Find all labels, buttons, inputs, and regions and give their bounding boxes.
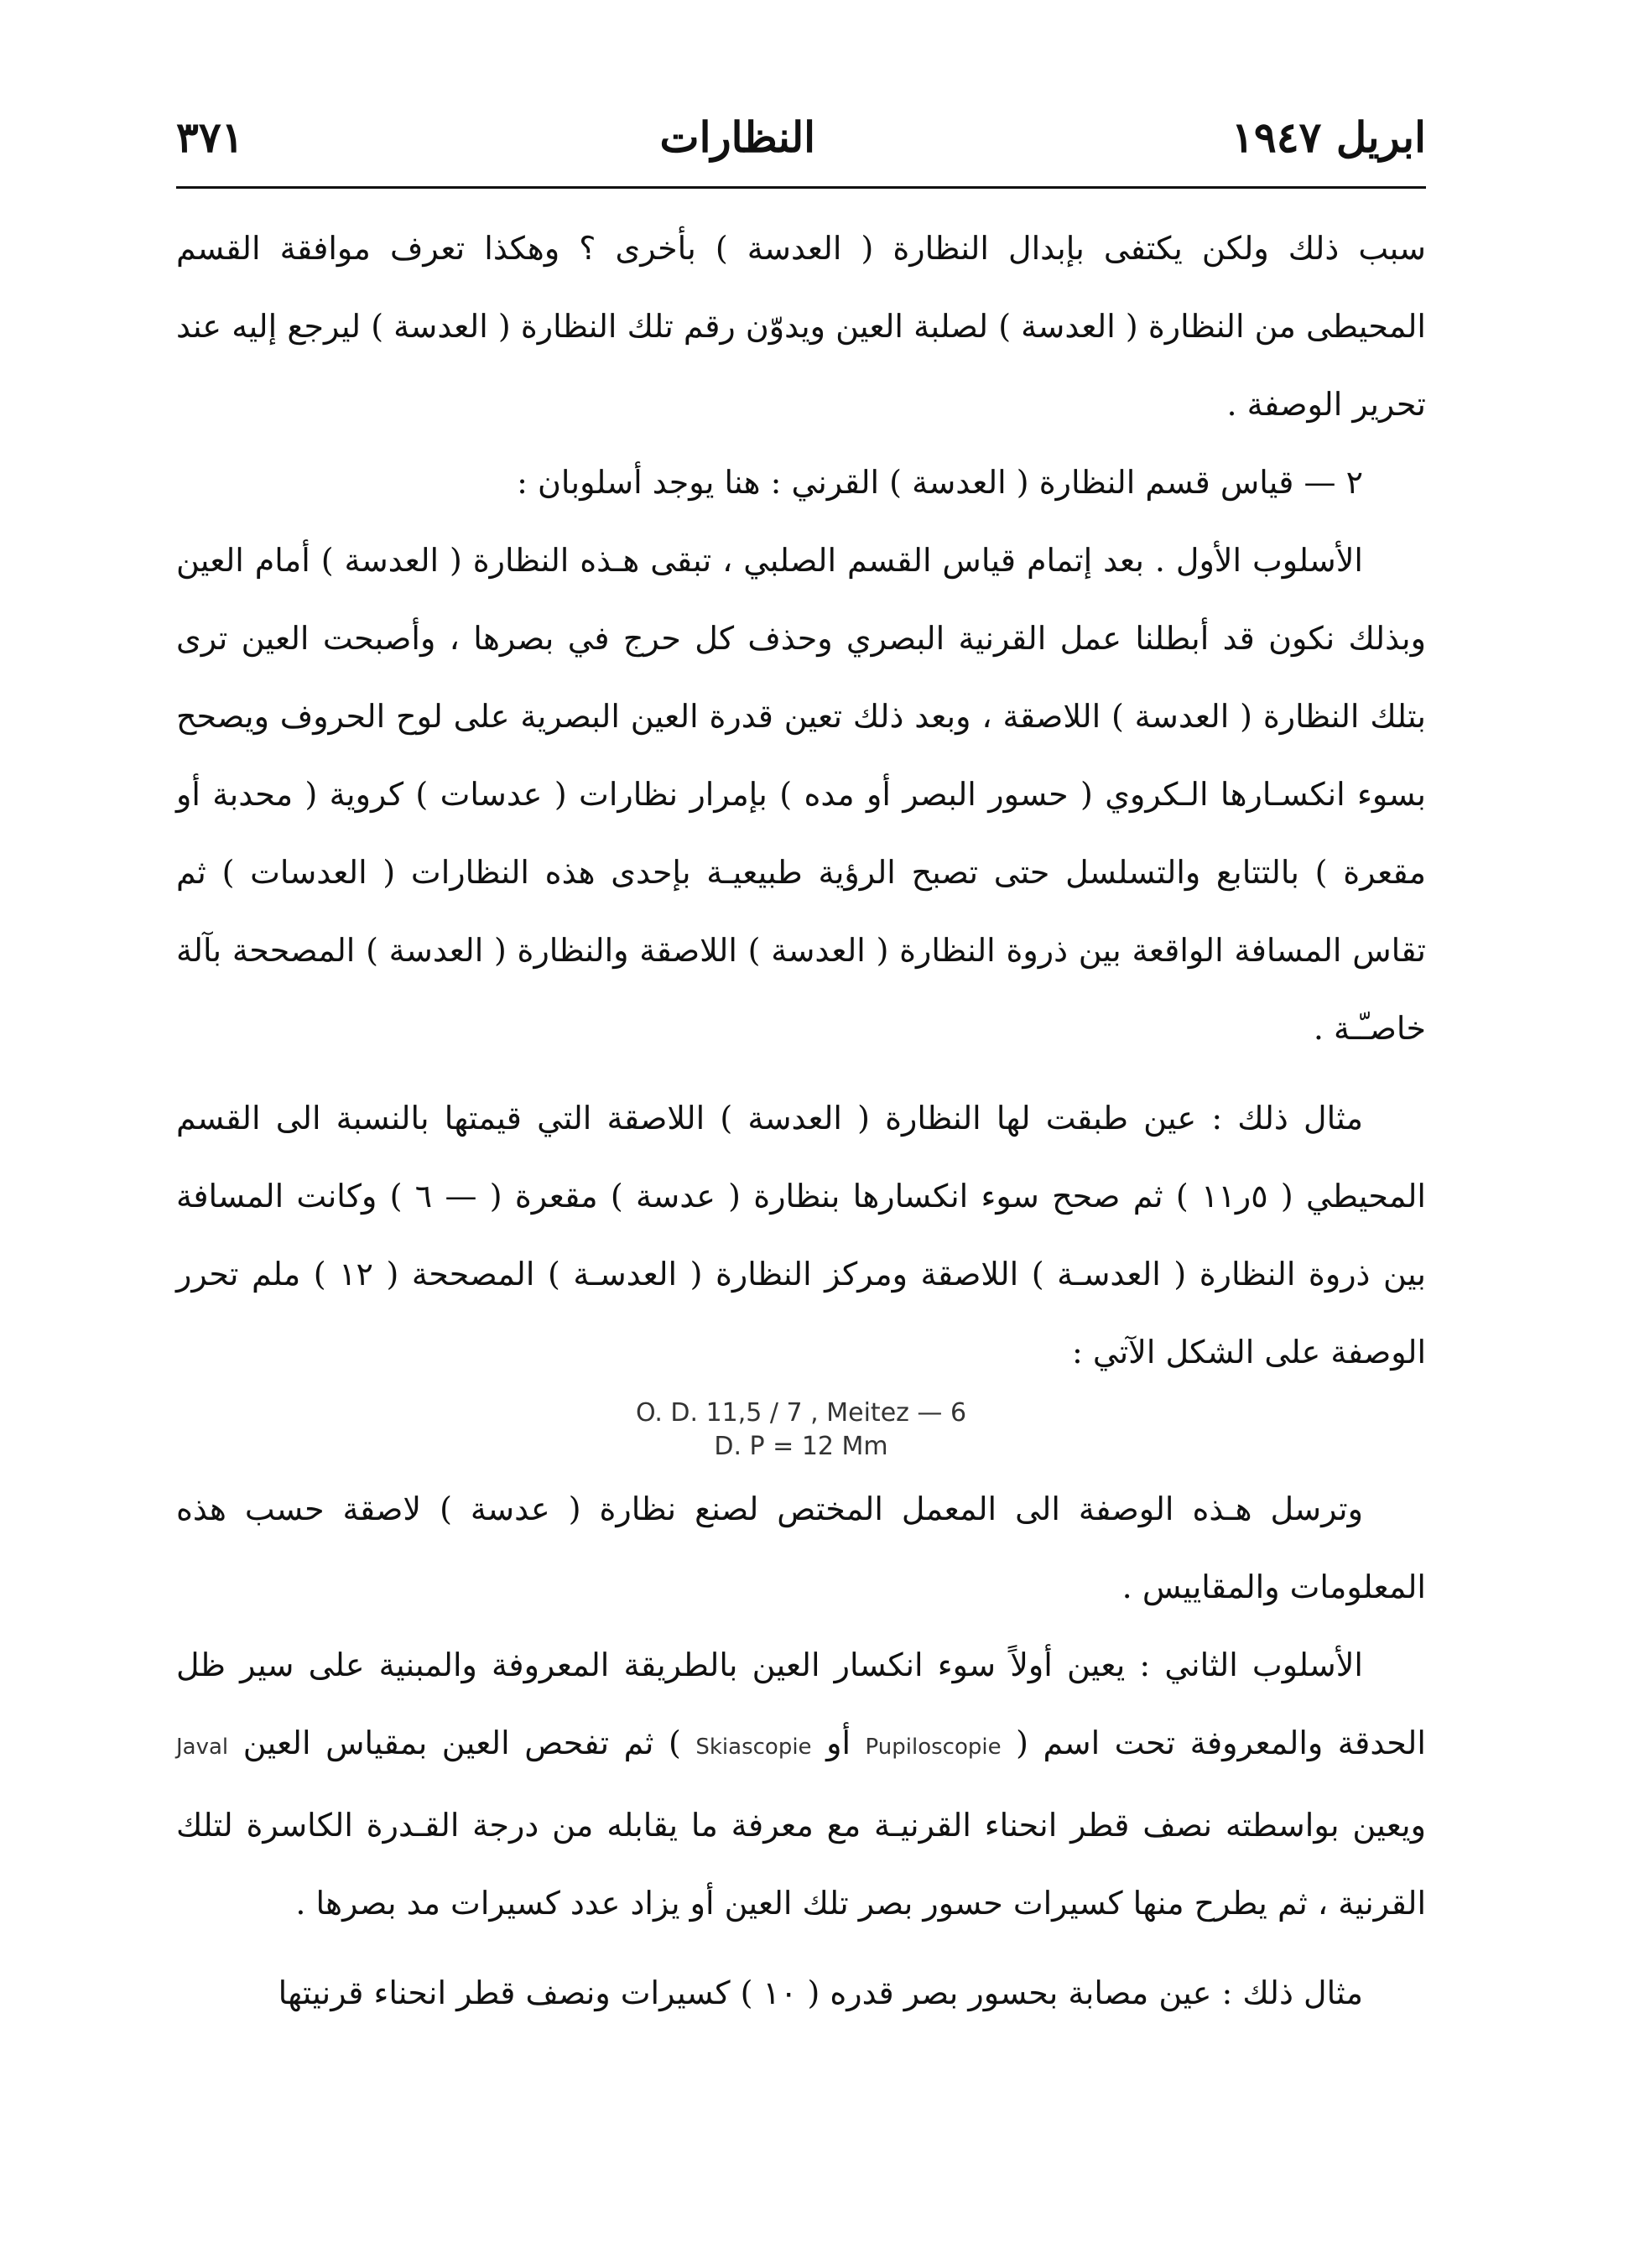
paragraph-example-one: مثال ذلك : عين طبقت لها النظارة ( العدسة ) اللاصقة التي قيمتها بالنسبة الى القسم المحيطي ( ٥ر١١ ) ثم صحح سوء انكسارها بنظارة ( عدسة ) مقعرة ( — ٦ ) وكانت المسافة بين ذروة النظارة ( العدسـة ) اللاصقة ومركز النظارة ( العدسـة ) المصححة ( ١٢ ) ملم تحرر الوصفة على الشكل الآتي : — [176, 1100, 1426, 1371]
header-rule — [176, 186, 1426, 189]
paragraph-example-two: مثال ذلك : عين مصابة بحسور بصر قدره ( ١٠ ) كسيرات ونصف قطر انحناء قرنيتها — [278, 1974, 1363, 2011]
prescription-formula — [176, 1397, 1426, 1464]
page-header — [176, 99, 1426, 174]
page-body — [176, 210, 1426, 2032]
paragraph-first-method: الأسلوب الأول . بعد إتمام قياس القسم الصلبي ، تبقى هـذه النظارة ( العدسة ) أمام العين وبذلك نكون قد أبطلنا عمل القرنية البصري وحذف كل حرج في بصرها ، وأصبحت العين ترى بتلك النظارة ( العدسة ) اللاصقة ، وبعد ذلك تعين قدرة العين البصرية على لوح الحروف ويصحح بسوء انكسـارها الـكروي ( حسور البصر أو مده ) بإمرار نظارات ( عدسات ) كروية ( محدبة أو مقعرة ) بالتتابع والتسلسل حتى تصبح الرؤية طبيعيـة بإحدى هذه النظارات ( العدسات ) ثم تقاس المسافة الواقعة بين ذروة النظارة ( العدسة ) اللاصقة والنظارة ( العدسة ) المصححة بآلة خاصـّـة . — [176, 542, 1426, 1047]
page-number: ٣٧١ — [176, 112, 244, 162]
paragraph-send-prescription: وترسل هـذه الوصفة الى المعمل المختص لصنع نظارة ( عدسة ) لاصقة حسب هذه المعلومات والمقاييس . — [176, 1490, 1426, 1605]
latin-term-pupiloscopie: Pupiloscopie — [865, 1735, 1002, 1760]
paragraph-second-method — [176, 1626, 1426, 1943]
paragraph-continuation: سبب ذلك ولكن يكتفى بإبدال النظارة ( العدسة ) بأخرى ؟ وهكذا تعرف موافقة القسم المحيطى من النظارة ( العدسة ) لصلبة العين ويدوّن رقم تلك النظارة ( العدسة ) ليرجع إليه عند تحرير الوصفة . — [176, 230, 1426, 423]
formula-line-1: O. D. 11,5 / 7 , Meitez — 6 — [635, 1398, 967, 1428]
second-method-text-2: ) ثم تفحص العين بمقياس العين — [242, 1724, 681, 1761]
second-method-text-1: الأسلوب الثاني : يعين أولاً سوء انكسار العين بالطريقة المعروفة والمبنية على سير ظل الحدقة والمعروفة تحت اسم ( — [176, 1646, 1426, 1761]
section-heading: ٢ — قياس قسم النظارة ( العدسة ) القرني : هنا يوجد أسلوبان : — [517, 464, 1363, 501]
formula-line-2: D. P = 12 Mm — [714, 1432, 888, 1461]
latin-term-javal: Javal — [176, 1735, 229, 1760]
second-method-or: أو — [826, 1724, 851, 1761]
header-date: ابريل ١٩٤٧ — [1231, 112, 1426, 162]
second-method-text-3: ويعين بواسطته نصف قطر انحناء القرنيـة مع معرفة ما يقابله من درجة القـدرة الكاسرة لتلك القرنية ، ثم يطرح منها كسيرات حسور بصر تلك العين أو يزاد عدد كسيرات مد بصرها . — [176, 1807, 1426, 1922]
latin-term-skiascopie: Skiascopie — [695, 1735, 812, 1760]
header-title: النظارات — [659, 112, 816, 162]
